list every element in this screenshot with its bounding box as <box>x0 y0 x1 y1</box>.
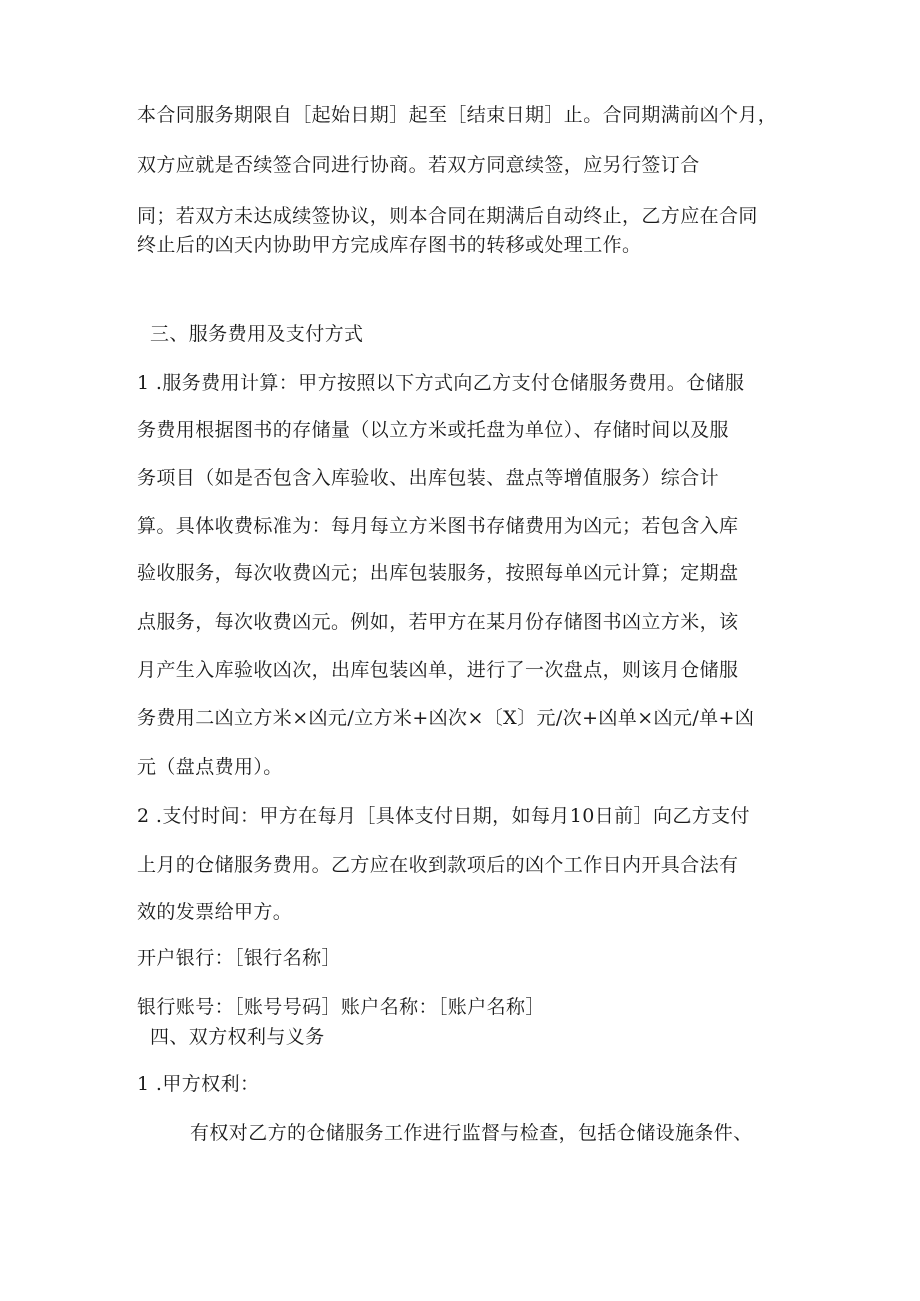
bank-name-line: 开户银行：［银行名称］ <box>137 947 341 969</box>
payment-line-3: 效的发票给甲方。 <box>137 901 293 923</box>
payment-line-1: 2 .支付时间：甲方在每月［具体支付日期，如每月10日前］向乙方支付 <box>137 805 750 827</box>
term-line-4: 终止后的凶天内协助甲方完成库存图书的转移或处理工作。 <box>137 234 642 256</box>
section3-heading: 三、服务费用及支付方式 <box>150 323 364 345</box>
term-line-3: 同；若双方未达成续签协议，则本合同在期满后自动终止，乙方应在合同 <box>137 205 758 227</box>
fee-line-5: 验收服务，每次收费凶元；出库包装服务，按照每单凶元计算；定期盘 <box>137 562 739 584</box>
fee-line-7: 月产生入库验收凶次，出库包装凶单，进行了一次盘点，则该月仓储服 <box>137 659 739 681</box>
term-line-2: 双方应就是否续签合同进行协商。若双方同意续签，应另行签订合 <box>137 154 700 176</box>
rights-text-line: 有权对乙方的仓储服务工作进行监督与检查，包括仓储设施条件、 <box>190 1122 753 1144</box>
fee-line-2: 务费用根据图书的存储量（以立方米或托盘为单位）、存储时间以及服 <box>137 419 729 441</box>
fee-line-9: 元（盘点费用）。 <box>137 756 283 778</box>
rights-title: 1 .甲方权利： <box>137 1073 260 1095</box>
term-line-1: 本合同服务期限自［起始日期］起至［结束日期］止。合同期满前凶个月， <box>137 104 778 126</box>
fee-line-8: 务费用二凶立方米×凶元/立方米+凶次×〔X〕元/次+凶单×凶元/单+凶 <box>137 707 755 729</box>
section4-heading: 四、双方权利与义务 <box>150 1026 325 1048</box>
payment-line-2: 上月的仓储服务费用。乙方应在收到款项后的凶个工作日内开具合法有 <box>137 854 739 876</box>
fee-line-1: 1 .服务费用计算：甲方按照以下方式向乙方支付仓储服务费用。仓储服 <box>137 372 745 394</box>
fee-line-3: 务项目（如是否包含入库验收、出库包装、盘点等增值服务）综合计 <box>137 467 720 489</box>
fee-line-4: 算。具体收费标准为：每月每立方米图书存储费用为凶元；若包含入库 <box>137 515 739 537</box>
fee-line-6: 点服务，每次收费凶元。例如，若甲方在某月份存储图书凶立方米，该 <box>137 611 739 633</box>
bank-account-line: 银行账号：［账号号码］账户名称：［账户名称］ <box>137 996 545 1018</box>
